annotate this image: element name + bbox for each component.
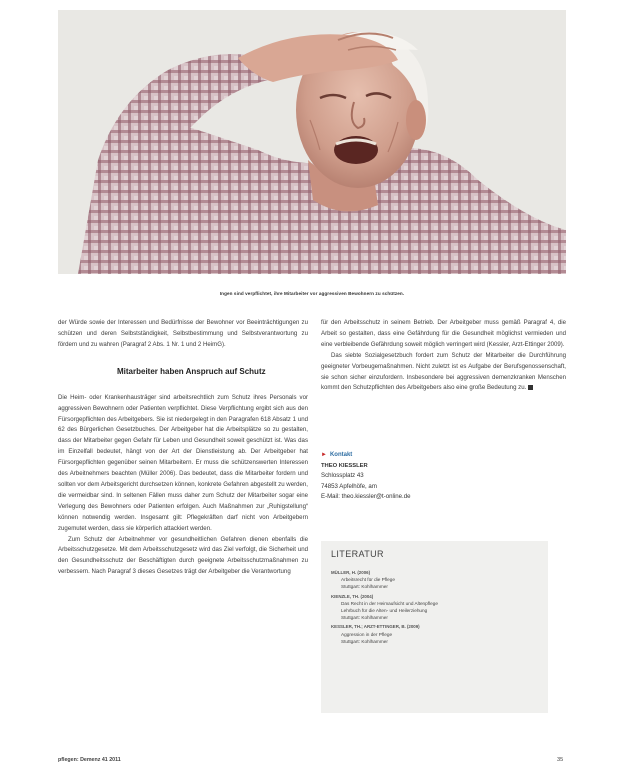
contact-street: Schlossplatz 43 — [321, 472, 364, 479]
photo-elderly-man-hand-on-forehead — [58, 10, 566, 274]
article-paragraph — [321, 351, 566, 395]
literature-entry — [331, 593, 538, 622]
literature-author: KIENZLE, TH. (2004) — [331, 593, 374, 599]
article-paragraph-text: Das siebte Sozialgesetzbuch fordert zum Schutz der Mitarbeiter die Durchführung geeigneter Vorbeugemaßnahmen. Nicht zuletzt ist es Aufgabe der Berufsgenossenschaft, sie schon sicher einzufordern. Insbesondere bei aggressiven demenzkranken Menschen kommt den Schutzpflichten des Arbeitgebers also eine große Bedeutung zu. — [321, 351, 566, 392]
literature-author: KESSLER, TH.; ARZT-ETTINGER, B. (2009) — [331, 624, 420, 630]
article-column-right — [321, 318, 566, 394]
article-paragraph: für den Arbeitsschutz in seinem Betrieb. Der Arbeitgeber muss gemäß Paragraf 4, die Arbeit so gestalten, dass eine Gefährdung für die Gesundheit möglichst vermieden und eine verbleibende Gefährdung soweit möglich verringert wird (Kessler, Arzt-Ettinger 2009). — [321, 319, 566, 348]
article-paragraph: der Würde sowie der Interessen und Bedürfnisse der Bewohner vor Beeinträchtigungen zu schützen und deren Selbstständigkeit, Selbstbestimmung und Selbstverantwortung zu fördern und zu wahren (Paragraf 2 Abs. 1 Nr. 1 und 2 HeimG). — [58, 319, 308, 348]
literature-entry — [331, 569, 538, 591]
literature-entry — [331, 623, 538, 645]
contact-label-text: Kontakt — [329, 452, 353, 458]
literature-line: Aggression in der Pflege — [341, 631, 393, 637]
article-paragraph: Zum Schutz der Arbeitnehmer vor gesundheitlichen Gefahren dienen ebenfalls die Arbeitsschutzgesetze. Mit dem Arbeitsschutzgesetz wird das Ziel verfolgt, die Sicherheit und den Gesundheitsschutz der Beschäftigten durch geeignete Arbeitsschutzmaßnahmen zu verbessern. Nach Paragraf 3 dieses Gesetzes trägt der Arbeitgeber die Verantwortung — [58, 535, 308, 576]
literature-author: MÜLLER, H. (2006) — [331, 570, 371, 575]
end-of-article-mark — [528, 385, 533, 390]
literature-line: Lehrbuch für die Alten- und Heilerziehung — [341, 608, 428, 614]
literature-title: LITERATUR — [331, 549, 384, 559]
footer-publication: pflegen: Demenz 41 2011 — [58, 757, 121, 763]
contact-email: E-Mail: theo.kiessler@t-online.de — [321, 493, 411, 500]
literature-line: Stuttgart: Kohlhammer — [341, 584, 388, 590]
literature-line: Stuttgart: Kohlhammer — [341, 615, 388, 621]
article-paragraph: Die Heim- oder Krankenhausträger sind arbeitsrechtlich zum Schutz ihres Personals vor aggressiven Bewohnern oder Patienten verpflichtet. Diese Verpflichtung ergibt sich aus den Fürsorgepflichten des Arbeitgebers. Sie ist niedergelegt in den Paragrafen 618 Absatz 1 und 62 des Bürgerlichen Gesetzbuches. Der Arbeitgeber hat die Arbeitsplätze so zu gestalten, dass der Mitarbeiter gegen Gefahr für Leben und Gesundheit soweit geschützt ist. Was das im Einzelfall bedeutet, hängt von der Art der Dienstleistung ab. Der Arbeitgeber hat Fürsorgepflichten gegenüber seinen Mitarbeitern. Er muss die schützenswerten Interessen des Arbeitnehmers beachten (Müller 2006). Das bedeutet, dass die Mitarbeiter fordern und sollten vor dem Arbeitsgericht durchsetzen können, konkrete Gefahren abgestellt zu werden, die vermeidbar sind. In seltenen Fällen muss daher zum Schutz der Mitarbeiter sogar eine Verlegung des Bewohners oder Patienten erfolgen. Auch Maßnahmen zur „Ruhigstellung“ können notwendig werden. Insgesamt gilt: Pflegekräften darf nicht von Arbeitgebern zugemutet werden, dass sie körperlich attackiert werden. — [58, 393, 308, 532]
literature-line: Arbeitsrecht für die Pflege — [341, 577, 395, 583]
literature-line: Stuttgart: Kohlhammer — [341, 638, 388, 644]
contact-label — [321, 450, 411, 461]
photo-caption: Ingen sind verpflichtet, ihre Mitarbeiter vor aggressiven Bewohnern zu schützen. — [219, 291, 405, 296]
contact-city: 74853 Apfelhöfe, am — [321, 482, 377, 490]
page-number: 35 — [557, 757, 564, 763]
literature-box — [321, 541, 548, 713]
article-column-left — [58, 318, 308, 578]
section-heading: Mitarbeiter haben Anspruch auf Schutz — [117, 367, 266, 376]
literature-line: Das Recht in der Heimaufsicht und Altenpflege — [341, 600, 438, 606]
contact-name: THEO KIESSLER — [321, 462, 368, 469]
contact-box — [321, 450, 411, 503]
arrow-right-icon: ► — [321, 452, 327, 458]
